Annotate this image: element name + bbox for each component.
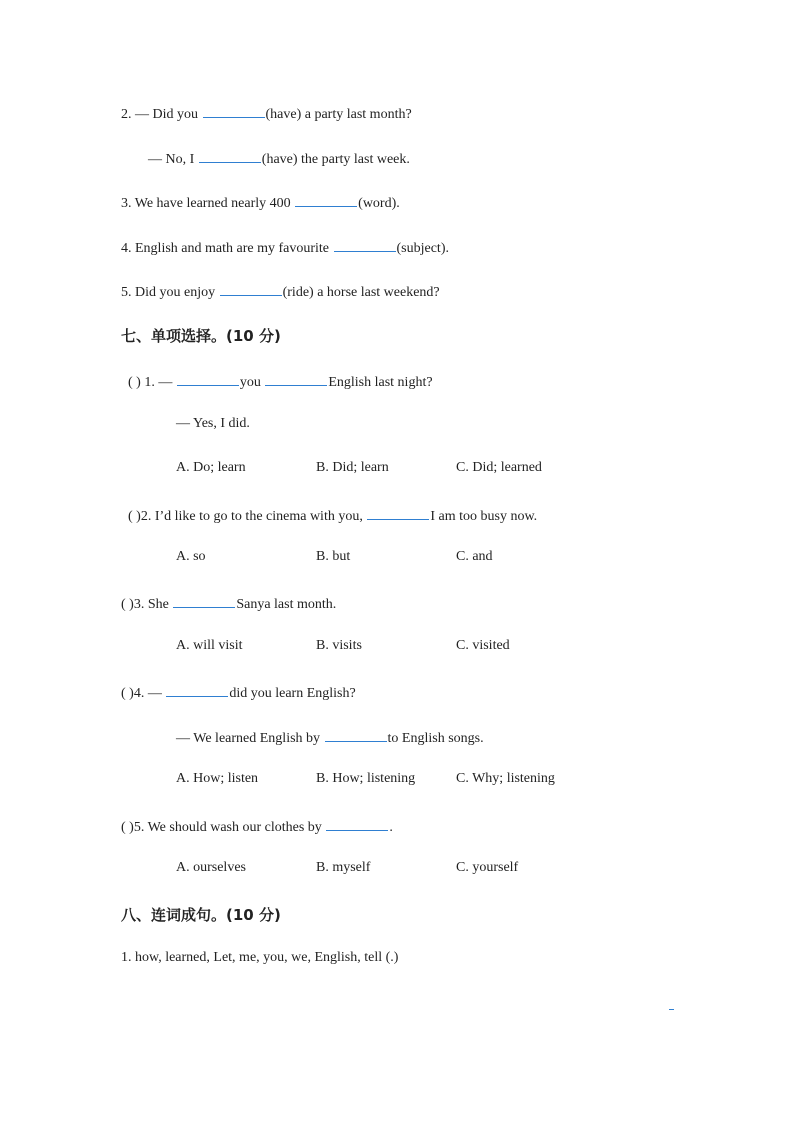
answer-blank[interactable] [334,237,396,252]
mc-question-4: ( )4. — did you learn English? [121,682,356,703]
answer-blank[interactable] [367,505,429,520]
section-7-heading: 七、单项选择。(10 分) [121,327,281,345]
option-a[interactable]: A. ourselves [176,860,246,875]
question-2-line: 2. — Did you (have) a party last month? [121,103,412,124]
question-4-line: 4. English and math are my favourite (subject). [121,237,449,258]
answer-paren[interactable]: ( ) [121,686,134,701]
answer-blank[interactable] [177,371,239,386]
question-2-reply-line: — No, I (have) the party last week. [148,148,410,169]
option-c[interactable]: C. Did; learned [456,460,542,475]
option-c[interactable]: C. visited [456,638,510,653]
option-b[interactable]: B. How; listening [316,771,416,786]
question-3-line: 3. We have learned nearly 400 (word). [121,192,400,213]
answer-blank[interactable] [265,371,327,386]
option-c[interactable]: C. yourself [456,860,519,875]
answer-blank[interactable] [220,281,282,296]
option-b[interactable]: B. Did; learn [316,460,389,475]
option-a[interactable]: A. will visit [176,638,243,653]
answer-paren[interactable]: ( ) [128,375,141,390]
answer-paren[interactable]: ( ) [121,820,134,835]
answer-blank[interactable] [326,816,388,831]
mc-question-3: ( )3. She Sanya last month. [121,593,336,614]
option-a[interactable]: A. so [176,549,206,564]
option-a[interactable]: A. Do; learn [176,460,246,475]
answer-blank[interactable] [199,148,261,163]
section-8-heading: 八、连词成句。(10 分) [121,906,281,924]
mc-question-1-answer: — Yes, I did. [176,416,250,431]
reorder-question-1: 1. how, learned, Let, me, you, we, English, tell (.) [121,950,399,965]
mc-question-4-answer: — We learned English by to English songs. [176,727,484,748]
mc-question-2: ( )2. I’d like to go to the cinema with you, I am too busy now. [128,505,537,526]
answer-blank[interactable] [203,103,265,118]
option-b[interactable]: B. but [316,549,351,564]
answer-blank[interactable] [325,727,387,742]
option-a[interactable]: A. How; listen [176,771,259,786]
option-c[interactable]: C. and [456,549,493,564]
answer-blank[interactable] [173,593,235,608]
option-b[interactable]: B. visits [316,638,362,653]
page-mark [669,1009,674,1010]
mc-question-1: ( ) 1. — you English last night? [128,371,433,392]
option-c[interactable]: C. Why; listening [456,771,555,786]
answer-paren[interactable]: ( ) [121,597,134,612]
question-5-line: 5. Did you enjoy (ride) a horse last weekend? [121,281,440,302]
answer-blank[interactable] [166,682,228,697]
answer-paren[interactable]: ( ) [128,509,141,524]
answer-blank[interactable] [295,192,357,207]
mc-question-5: ( )5. We should wash our clothes by . [121,816,393,837]
option-b[interactable]: B. myself [316,860,371,875]
